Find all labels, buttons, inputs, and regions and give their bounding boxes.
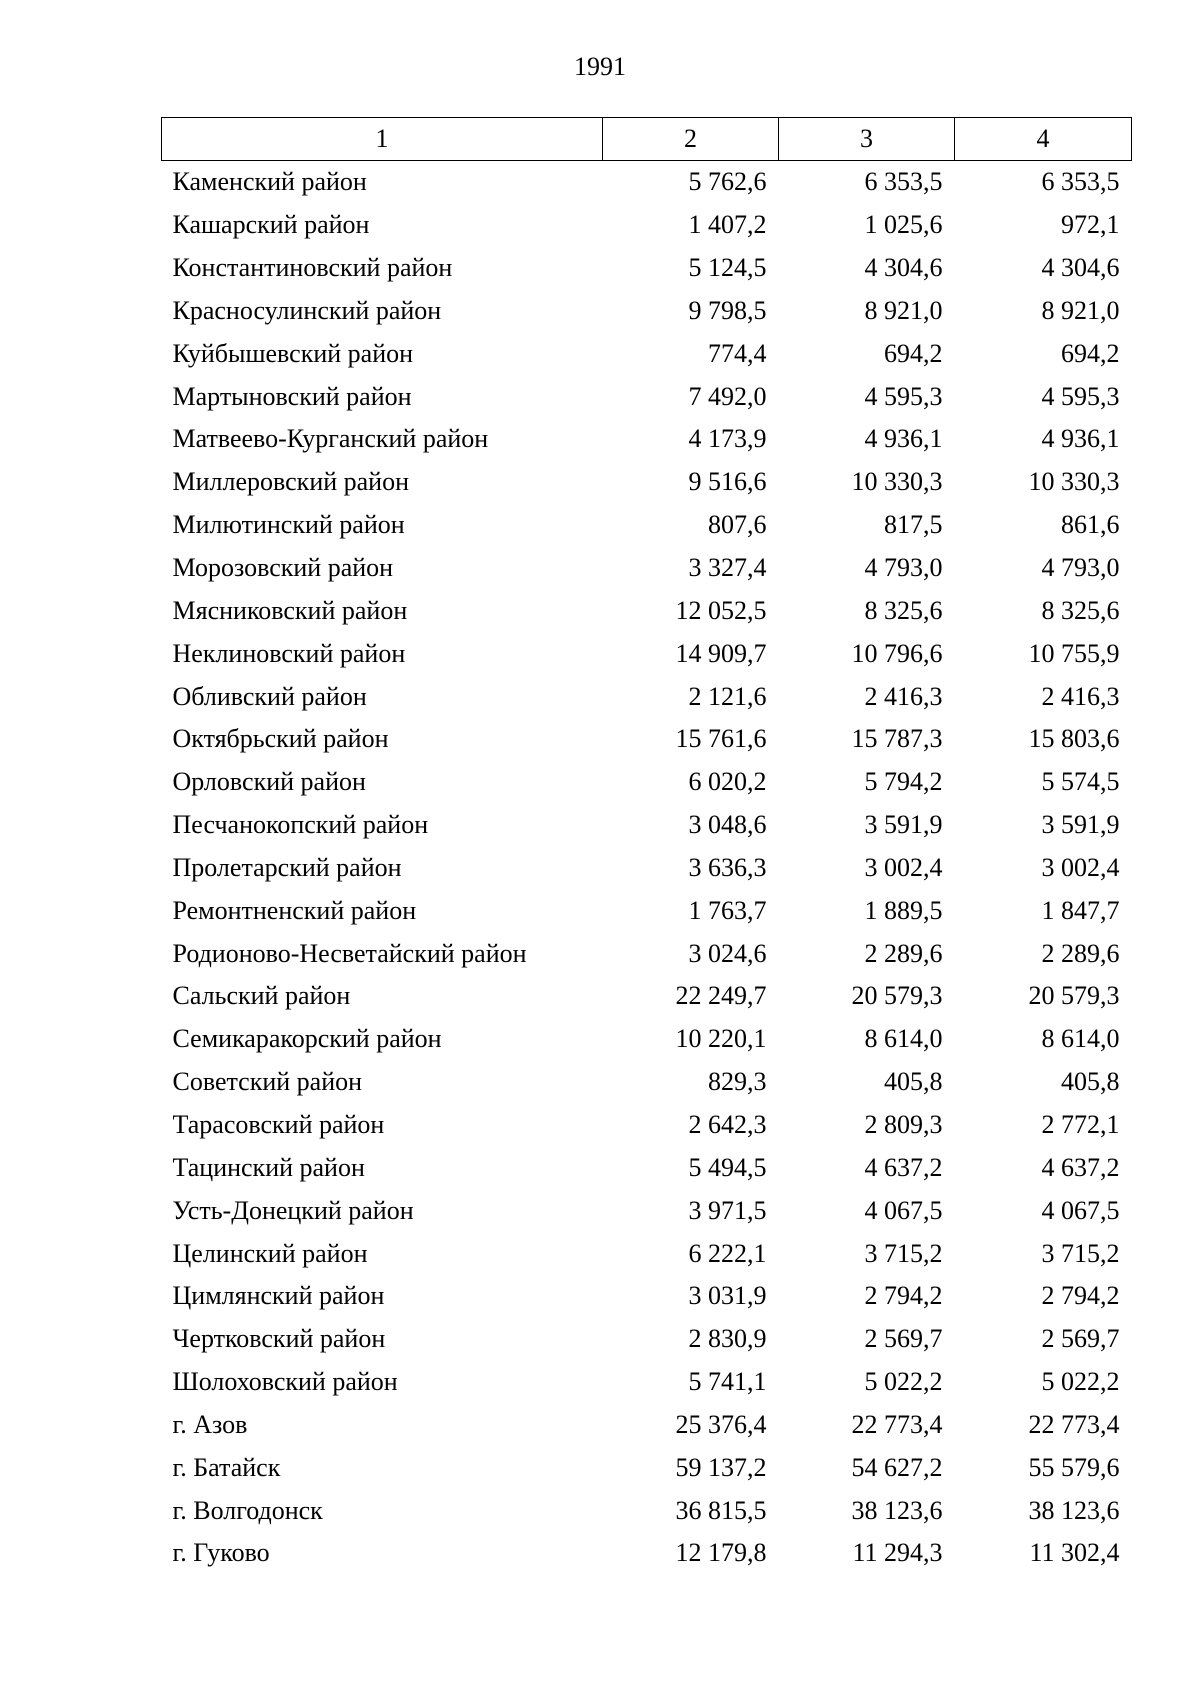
table-row	[162, 1275, 1132, 1318]
district-name-cell: г. Гуково	[172, 1538, 270, 1568]
district-name-cell: Константиновский район	[172, 253, 453, 283]
value-cell-col4: 4 793,0	[1041, 553, 1120, 583]
value-cell-col3: 4 637,2	[864, 1152, 943, 1182]
value-cell-col2: 14 909,7	[675, 638, 767, 668]
value-cell-col4: 2 772,1	[1041, 1109, 1120, 1139]
value-cell-col4: 55 579,6	[1028, 1452, 1120, 1482]
district-name-cell: Каменский район	[172, 167, 367, 197]
table-row	[162, 290, 1132, 333]
column-header-3: 3	[779, 118, 955, 161]
district-name-cell: Красносулинский район	[172, 295, 442, 325]
value-cell-col4: 6 353,5	[1041, 167, 1120, 197]
district-name-cell: Матвеево-Курганский район	[172, 424, 489, 454]
value-cell-col3: 4 595,3	[864, 381, 943, 411]
value-cell-col4: 972,1	[1061, 210, 1120, 240]
table-header	[162, 118, 1132, 161]
table-row	[162, 332, 1132, 375]
table-row	[162, 1232, 1132, 1275]
table-row	[162, 418, 1132, 461]
value-cell-col3: 4 793,0	[864, 553, 943, 583]
district-name-cell: Неклиновский район	[172, 638, 406, 668]
value-cell-col3: 2 416,3	[864, 681, 943, 711]
value-cell-col4: 15 803,6	[1028, 724, 1120, 754]
value-cell-col2: 15 761,6	[675, 724, 767, 754]
value-cell-col3: 6 353,5	[864, 167, 943, 197]
column-header-1: 1	[162, 118, 603, 161]
value-cell-col4: 2 794,2	[1041, 1281, 1120, 1311]
value-cell-col2: 5 124,5	[688, 253, 767, 283]
value-cell-col2: 36 815,5	[675, 1495, 767, 1525]
table-row	[162, 1189, 1132, 1232]
table-row	[162, 547, 1132, 590]
district-name-cell: Целинский район	[172, 1238, 368, 1268]
district-name-cell: Кашарский район	[172, 210, 370, 240]
value-cell-col2: 7 492,0	[688, 381, 767, 411]
data-table	[161, 117, 1132, 1575]
table-body	[162, 161, 1132, 1575]
table-row	[162, 1446, 1132, 1489]
table-row	[162, 847, 1132, 890]
value-cell-col3: 4 304,6	[864, 253, 943, 283]
table-row	[162, 1489, 1132, 1532]
table-row	[162, 1318, 1132, 1361]
data-table-container	[161, 117, 1131, 1575]
value-cell-col3: 15 787,3	[851, 724, 943, 754]
value-cell-col2: 3 031,9	[688, 1281, 767, 1311]
value-cell-col4: 11 302,4	[1029, 1538, 1120, 1568]
value-cell-col4: 3 002,4	[1041, 852, 1120, 882]
value-cell-col4: 8 614,0	[1041, 1024, 1120, 1054]
value-cell-col2: 5 762,6	[688, 167, 767, 197]
table-row	[162, 1532, 1132, 1575]
value-cell-col4: 8 921,0	[1041, 295, 1120, 325]
value-cell-col4: 1 847,7	[1041, 895, 1120, 925]
value-cell-col3: 3 002,4	[864, 852, 943, 882]
district-name-cell: Семикаракорский район	[172, 1024, 442, 1054]
district-name-cell: Ремонтненский район	[172, 895, 417, 925]
district-name-cell: Советский район	[172, 1067, 363, 1097]
value-cell-col3: 11 294,3	[852, 1538, 943, 1568]
value-cell-col4: 4 304,6	[1041, 253, 1120, 283]
value-cell-col3: 2 794,2	[864, 1281, 943, 1311]
value-cell-col3: 1 025,6	[864, 210, 943, 240]
table-row	[162, 975, 1132, 1018]
district-name-cell: г. Азов	[172, 1409, 248, 1439]
table-row	[162, 161, 1132, 204]
value-cell-col2: 9 516,6	[688, 467, 767, 497]
district-name-cell: Родионово-Несветайский район	[172, 938, 527, 968]
value-cell-col4: 5 022,2	[1041, 1367, 1120, 1397]
value-cell-col3: 3 591,9	[864, 810, 943, 840]
value-cell-col3: 2 289,6	[864, 938, 943, 968]
value-cell-col4: 2 416,3	[1041, 681, 1120, 711]
table-row	[162, 1104, 1132, 1147]
district-name-cell: Милютинский район	[172, 510, 405, 540]
table-row	[162, 675, 1132, 718]
value-cell-col4: 10 330,3	[1028, 467, 1120, 497]
district-name-cell: г. Волгодонск	[172, 1495, 323, 1525]
table-row	[162, 718, 1132, 761]
table-row	[162, 1146, 1132, 1189]
table-row	[162, 889, 1132, 932]
value-cell-col3: 8 325,6	[864, 595, 943, 625]
table-row	[162, 1018, 1132, 1061]
value-cell-col2: 829,3	[708, 1067, 767, 1097]
value-cell-col3: 817,5	[884, 510, 943, 540]
table-row	[162, 204, 1132, 247]
value-cell-col4: 22 773,4	[1028, 1409, 1120, 1439]
table-row	[162, 461, 1132, 504]
value-cell-col2: 2 642,3	[688, 1109, 767, 1139]
value-cell-col4: 4 595,3	[1041, 381, 1120, 411]
value-cell-col4: 20 579,3	[1028, 981, 1120, 1011]
value-cell-col2: 5 741,1	[688, 1367, 767, 1397]
value-cell-col2: 1 407,2	[688, 210, 767, 240]
district-name-cell: Тарасовский район	[172, 1109, 385, 1139]
table-row	[162, 932, 1132, 975]
table-header-row	[162, 118, 1132, 161]
district-name-cell: Сальский район	[172, 981, 351, 1011]
district-name-cell: Шолоховский район	[172, 1367, 398, 1397]
value-cell-col3: 8 921,0	[864, 295, 943, 325]
value-cell-col2: 59 137,2	[675, 1452, 767, 1482]
value-cell-col3: 22 773,4	[851, 1409, 943, 1439]
district-name-cell: Мясниковский район	[172, 595, 408, 625]
value-cell-col2: 774,4	[708, 338, 767, 368]
value-cell-col2: 1 763,7	[688, 895, 767, 925]
value-cell-col2: 12 052,5	[675, 595, 767, 625]
district-name-cell: Песчанокопский район	[172, 810, 429, 840]
value-cell-col2: 5 494,5	[688, 1152, 767, 1182]
value-cell-col2: 25 376,4	[675, 1409, 767, 1439]
value-cell-col3: 38 123,6	[851, 1495, 943, 1525]
value-cell-col2: 2 121,6	[688, 681, 767, 711]
value-cell-col4: 4 637,2	[1041, 1152, 1120, 1182]
value-cell-col2: 2 830,9	[688, 1324, 767, 1354]
value-cell-col3: 694,2	[884, 338, 943, 368]
value-cell-col3: 54 627,2	[851, 1452, 943, 1482]
table-row	[162, 1403, 1132, 1446]
district-name-cell: Морозовский район	[172, 553, 394, 583]
value-cell-col4: 10 755,9	[1028, 638, 1120, 668]
table-row	[162, 247, 1132, 290]
value-cell-col2: 3 971,5	[688, 1195, 767, 1225]
value-cell-col4: 2 289,6	[1041, 938, 1120, 968]
table-row	[162, 1361, 1132, 1404]
value-cell-col3: 4 936,1	[864, 424, 943, 454]
table-row	[162, 1061, 1132, 1104]
table-row	[162, 804, 1132, 847]
value-cell-col4: 4 936,1	[1041, 424, 1120, 454]
district-name-cell: Куйбышевский район	[172, 338, 414, 368]
value-cell-col2: 22 249,7	[675, 981, 767, 1011]
district-name-cell: Пролетарский район	[172, 852, 402, 882]
column-header-4: 4	[955, 118, 1132, 161]
value-cell-col2: 4 173,9	[688, 424, 767, 454]
table-row	[162, 375, 1132, 418]
value-cell-col2: 12 179,8	[675, 1538, 767, 1568]
district-name-cell: Орловский район	[172, 767, 366, 797]
value-cell-col2: 3 636,3	[688, 852, 767, 882]
district-name-cell: Цимлянский район	[172, 1281, 385, 1311]
value-cell-col4: 694,2	[1061, 338, 1120, 368]
table-row	[162, 761, 1132, 804]
column-header-2: 2	[603, 118, 779, 161]
page-number: 1991	[574, 52, 626, 81]
value-cell-col2: 3 024,6	[688, 938, 767, 968]
value-cell-col2: 9 798,5	[688, 295, 767, 325]
value-cell-col3: 2 569,7	[864, 1324, 943, 1354]
value-cell-col3: 405,8	[884, 1067, 943, 1097]
value-cell-col3: 10 330,3	[851, 467, 943, 497]
district-name-cell: Чертковский район	[172, 1324, 386, 1354]
value-cell-col4: 3 591,9	[1041, 810, 1120, 840]
district-name-cell: Октябрьский район	[172, 724, 389, 754]
value-cell-col4: 5 574,5	[1041, 767, 1120, 797]
value-cell-col3: 5 794,2	[864, 767, 943, 797]
district-name-cell: г. Батайск	[172, 1452, 281, 1482]
value-cell-col2: 3 327,4	[688, 553, 767, 583]
value-cell-col3: 3 715,2	[864, 1238, 943, 1268]
value-cell-col4: 861,6	[1061, 510, 1120, 540]
district-name-cell: Мартыновский район	[172, 381, 412, 411]
value-cell-col4: 2 569,7	[1041, 1324, 1120, 1354]
table-row	[162, 504, 1132, 547]
value-cell-col2: 10 220,1	[675, 1024, 767, 1054]
value-cell-col4: 8 325,6	[1041, 595, 1120, 625]
value-cell-col3: 8 614,0	[864, 1024, 943, 1054]
value-cell-col3: 2 809,3	[864, 1109, 943, 1139]
table-row	[162, 632, 1132, 675]
value-cell-col2: 3 048,6	[688, 810, 767, 840]
value-cell-col4: 3 715,2	[1041, 1238, 1120, 1268]
value-cell-col4: 4 067,5	[1041, 1195, 1120, 1225]
table-row	[162, 589, 1132, 632]
district-name-cell: Обливский район	[172, 681, 367, 711]
district-name-cell: Миллеровский район	[172, 467, 410, 497]
value-cell-col4: 405,8	[1061, 1067, 1120, 1097]
value-cell-col3: 20 579,3	[851, 981, 943, 1011]
district-name-cell: Тацинский район	[172, 1152, 365, 1182]
value-cell-col3: 10 796,6	[851, 638, 943, 668]
value-cell-col2: 6 020,2	[688, 767, 767, 797]
value-cell-col3: 1 889,5	[864, 895, 943, 925]
value-cell-col4: 38 123,6	[1028, 1495, 1120, 1525]
value-cell-col2: 807,6	[708, 510, 767, 540]
district-name-cell: Усть-Донецкий район	[172, 1195, 414, 1225]
value-cell-col3: 4 067,5	[864, 1195, 943, 1225]
value-cell-col2: 6 222,1	[688, 1238, 767, 1268]
value-cell-col3: 5 022,2	[864, 1367, 943, 1397]
